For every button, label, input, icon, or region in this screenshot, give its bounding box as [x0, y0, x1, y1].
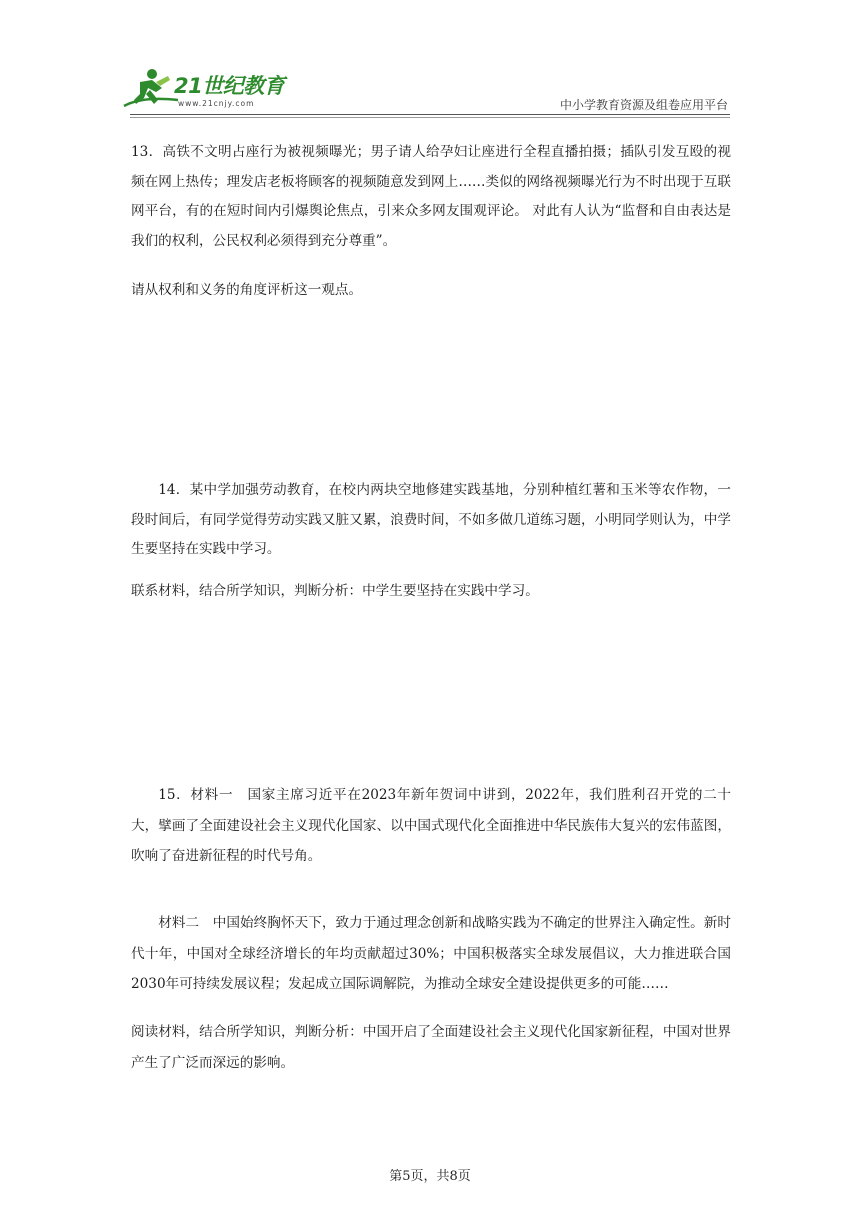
- q15-question: 阅读材料，结合所学知识，判断分析：中国开启了全面建设社会主义现代化国家新征程，中国对世界产生了广泛而深远的影响。: [131, 1024, 731, 1071]
- q15-material-one: 15．材料一 国家主席习近平在2023年新年贺词中讲到，2022年，我们胜利召开党的二十大，擘画了全面建设社会主义现代化国家、以中国式现代化全面推进中华民族伟大复兴的宏伟蓝图，吹响了奋进新征程的时代号角。: [131, 787, 731, 864]
- logo-text: 21世纪教育: [174, 74, 285, 98]
- header-divider: [130, 114, 730, 115]
- page-header: [0, 0, 860, 120]
- q14-question: 联系材料，结合所学知识，判断分析：中学生要坚持在实践中学习。: [131, 583, 539, 599]
- q15-material-two: 材料二 中国始终胸怀天下，致力于通过理念创新和战略实践为不确定的世界注入确定性。新时代十年，中国对全球经济增长的年均贡献超过30%；中国积极落实全球发展倡议，大力推进联合国2030年可持续发展议程；发起成立国际调解院，为推动全球安全建设提供更多的可能……: [131, 915, 731, 992]
- header-divider-thin: [130, 117, 730, 118]
- platform-title: 中小学教育资源及组卷应用平台: [559, 98, 728, 112]
- q14-material: 14．某中学加强劳动教育，在校内两块空地修建实践基地，分别种植红薯和玉米等农作物，一段时间后，有同学觉得劳动实践又脏又累，浪费时间，不如多做几道练习题，小明同学则认为，中学生要坚持在实践中学习。: [131, 482, 731, 557]
- q13-question: 请从权利和义务的角度评析这一观点。: [131, 282, 363, 298]
- logo-url: www.21cnjy.com: [178, 99, 255, 108]
- logo: [122, 66, 292, 116]
- q13-material: 13．高铁不文明占座行为被视频曝光；男子请人给孕妇让座进行全程直播拍摄；插队引发互殴的视频在网上热传；理发店老板将顾客的视频随意发到网上……类似的网络视频曝光行为不时出现于互联网平台，有的在短时间内引爆舆论焦点，引来众多网友围观评论。 对此有人认为“监督和自由表达是我们的权利，公民权利必须得到充分尊重”。: [131, 144, 731, 249]
- running-figure-logo-icon: [122, 66, 182, 112]
- page-number: 第5页，共8页: [389, 1169, 471, 1184]
